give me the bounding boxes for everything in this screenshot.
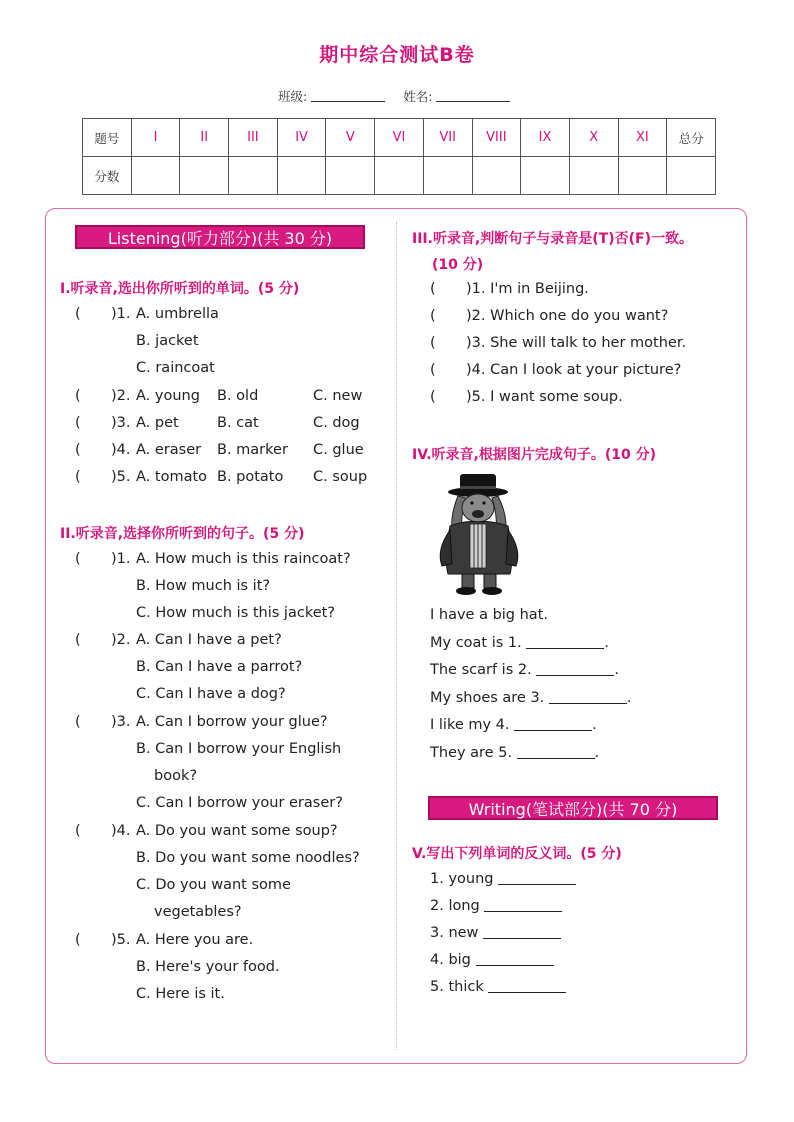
class-label: 班级: [278,89,308,104]
score-label: 分数 [83,157,132,195]
s2-q2-b[interactable]: B. Can I have a parrot? [136,659,303,675]
s2-q5-num: )5. [111,932,131,948]
score-col-4: IV [277,119,326,157]
s5-item-1 [430,870,576,887]
s3-item-2: )2. Which one do you want? [466,308,669,324]
s1-q4-c[interactable]: C. glue [313,442,364,458]
question-number-label: 题号 [83,119,132,157]
s1-q2-num: )2. [111,388,131,404]
total-label: 总分 [667,119,716,157]
s2-q1-a[interactable]: A. How much is this raincoat? [136,551,351,567]
section-3-points: (10 分) [432,257,484,273]
score-col-11: XI [618,119,667,157]
score-col-9: IX [521,119,570,157]
s1-q1-a[interactable]: A. umbrella [136,306,219,322]
paren: ( [430,389,436,405]
answer-blank[interactable] [549,689,627,704]
section-2-title: II.听录音,选择你所听到的句子。(5 分) [60,526,305,542]
score-col-6: VI [375,119,424,157]
s4-item-4 [430,716,597,733]
s1-q5-a[interactable]: A. tomato [136,469,208,485]
s1-q4-b[interactable]: B. marker [217,442,288,458]
answer-blank[interactable] [536,661,614,676]
s1-q1-b[interactable]: B. jacket [136,333,199,349]
s2-q4-c[interactable]: C. Do you want some [136,877,291,893]
score-table-score-row [83,157,716,195]
section-5-title: V.写出下列单词的反义词。(5 分) [412,846,622,862]
score-col-8: VIII [472,119,521,157]
s2-q1-b[interactable]: B. How much is it? [136,578,271,594]
score-col-1: I [131,119,180,157]
s4-item-5-end: . [594,745,600,761]
paren: ( [430,362,436,378]
s2-q4-b[interactable]: B. Do you want some noodles? [136,850,360,866]
total-score-cell[interactable] [667,157,716,195]
student-info [278,87,524,105]
s2-q4-c-cont[interactable]: vegetables? [154,904,242,920]
s5-item-2-word: 2. long [430,898,480,914]
score-cell[interactable] [375,157,424,195]
s4-item-2 [430,661,619,678]
score-col-10: X [569,119,618,157]
s2-q3-b[interactable]: B. Can I borrow your English [136,741,342,757]
s3-item-4: )4. Can I look at your picture? [466,362,682,378]
paren: ( [75,714,81,730]
s2-q4-a[interactable]: A. Do you want some soup? [136,823,338,839]
paren: ( [75,932,81,948]
page-title: 期中综合测试B卷 [319,44,475,66]
paren: ( [75,551,81,567]
score-cell[interactable] [423,157,472,195]
paren: ( [75,306,81,322]
score-cell[interactable] [277,157,326,195]
s3-item-5: )5. I want some soup. [466,389,623,405]
s2-q5-a[interactable]: A. Here you are. [136,932,254,948]
paren: ( [75,823,81,839]
score-col-5: V [326,119,375,157]
s4-sentence-0: I have a big hat. [430,607,548,623]
paren: ( [430,335,436,351]
s4-item-4-text: I like my 4. [430,717,510,733]
paren: ( [430,281,436,297]
s1-q2-b[interactable]: B. old [217,388,259,404]
listening-banner: Listening(听力部分)(共 30 分) [75,225,365,249]
score-cell[interactable] [472,157,521,195]
s5-item-5-word: 5. thick [430,979,484,995]
dog-in-coat-illustration [430,470,530,598]
s4-item-5-text: They are 5. [430,745,513,761]
section-4-title: IV.听录音,根据图片完成句子。(10 分) [412,447,657,463]
column-divider [396,222,397,1050]
s5-item-3 [430,924,561,941]
s2-q2-c[interactable]: C. Can I have a dog? [136,686,286,702]
score-cell[interactable] [618,157,667,195]
s1-q3-b[interactable]: B. cat [217,415,259,431]
s4-item-2-end: . [614,662,619,678]
answer-blank[interactable] [526,634,604,649]
s2-q3-a[interactable]: A. Can I borrow your glue? [136,714,328,730]
score-col-2: II [180,119,229,157]
s1-q1-num: )1. [111,306,131,322]
paren: ( [75,469,81,485]
score-col-7: VII [423,119,472,157]
paren: ( [75,632,81,648]
s4-item-4-end: . [592,717,597,733]
answer-blank[interactable] [517,744,595,759]
s1-q1-c[interactable]: C. raincoat [136,360,215,376]
answer-blank[interactable] [484,897,562,912]
score-cell[interactable] [326,157,375,195]
paren: ( [75,415,81,431]
name-label: 姓名: [403,89,433,104]
paren: ( [75,442,81,458]
s2-q5-b[interactable]: B. Here's your food. [136,959,280,975]
s2-q2-num: )2. [111,632,131,648]
s4-item-2-text: The scarf is 2. [430,662,532,678]
s3-item-1: )1. I'm in Beijing. [466,281,589,297]
s4-item-3-text: My shoes are 3. [430,690,545,706]
s5-item-1-word: 1. young [430,871,494,887]
score-col-3: III [229,119,278,157]
paren: ( [75,388,81,404]
s1-q3-c[interactable]: C. dog [313,415,360,431]
s1-q3-num: )3. [111,415,131,431]
s2-q1-num: )1. [111,551,131,567]
s1-q4-num: )4. [111,442,131,458]
answer-blank[interactable] [488,978,566,993]
s1-q5-b[interactable]: B. potato [217,469,284,485]
section-3-title: III.听录音,判断句子与录音是(T)否(F)一致。 [412,231,693,247]
s4-item-3-end: . [626,690,632,706]
s2-q3-b-cont[interactable]: book? [154,768,198,784]
answer-blank[interactable] [483,924,561,939]
s2-q4-num: )4. [111,823,131,839]
s4-item-5 [430,744,599,761]
s2-q3-c[interactable]: C. Can I borrow your eraser? [136,795,343,811]
answer-blank[interactable] [498,870,576,885]
s2-q2-a[interactable]: A. Can I have a pet? [136,632,282,648]
s4-item-3 [430,689,632,706]
score-cell[interactable] [180,157,229,195]
s5-item-4 [430,951,554,968]
s4-item-1 [430,634,609,651]
s1-q5-c[interactable]: C. soup [313,469,368,485]
score-cell[interactable] [131,157,180,195]
paren: ( [430,308,436,324]
answer-blank[interactable] [514,716,592,731]
s2-q1-c[interactable]: C. How much is this jacket? [136,605,335,621]
s5-item-5 [430,978,566,995]
s1-q4-a[interactable]: A. eraser [136,442,202,458]
score-cell[interactable] [229,157,278,195]
score-cell[interactable] [569,157,618,195]
s2-q5-c[interactable]: C. Here is it. [136,986,225,1002]
s1-q3-a[interactable]: A. pet [136,415,179,431]
s5-item-3-word: 3. new [430,925,479,941]
writing-banner: Writing(笔试部分)(共 70 分) [428,796,718,820]
score-table [82,118,716,195]
s4-item-1-text: My coat is 1. [430,635,522,651]
class-blank[interactable] [311,89,385,102]
s5-item-4-word: 4. big [430,952,471,968]
name-blank[interactable] [436,89,510,102]
s2-q3-num: )3. [111,714,131,730]
s1-q2-a[interactable]: A. young [136,388,200,404]
s3-item-3: )3. She will talk to her mother. [466,335,687,351]
s5-item-2 [430,897,562,914]
answer-blank[interactable] [476,951,554,966]
s1-q2-c[interactable]: C. new [313,388,363,404]
s4-item-1-end: . [604,635,609,651]
score-cell[interactable] [521,157,570,195]
s1-q5-num: )5. [111,469,131,485]
score-table-header-row [83,119,716,157]
section-1-title: I.听录音,选出你所听到的单词。(5 分) [60,281,300,297]
